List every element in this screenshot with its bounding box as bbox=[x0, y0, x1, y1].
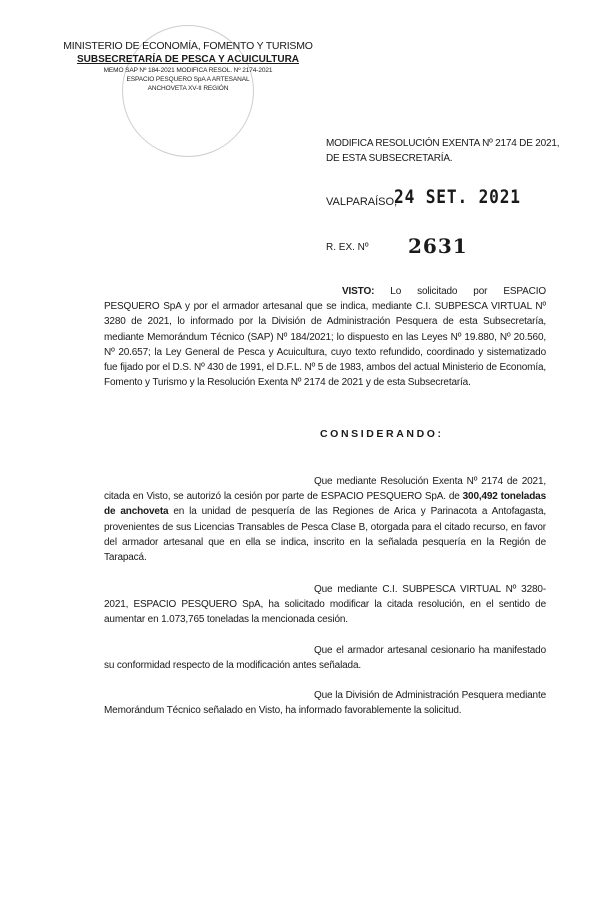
place-label: VALPARAÍSO, bbox=[326, 196, 398, 208]
considerando-1-bold: 300,492 toneladas de anchoveta bbox=[104, 491, 546, 518]
visto-text: Lo solicitado por ESPACIO PESQUERO SpA y por el armador artesanal que se indica, mediante C.I. SUBPESCA VIRTUAL Nº 3280 de 2021, lo informado por la División de Administración Pesquera de esta Subsecretaría, mediante Memorándum Técnico (SAP) Nº 184/2021; lo dispuesto en las Leyes Nº 19.880, Nº 20.560, Nº 20.657; la Ley General de Pesca y Acuicultura, cuyo texto refundido, coordinado y sistematizado fue fijado por el D.S. Nº 430 de 1991, el D.F.L. Nº 5 de 1983, ambos del actual Ministerio de Economía, Fomento y Turismo y la Resolución Exenta Nº 2174 de 2021 y de esta Subsecretaría. bbox=[104, 286, 546, 389]
date-stamp: 24 SET. 2021 bbox=[394, 186, 521, 208]
considerando-1-text: Que mediante Resolución Exenta Nº 2174 de 2021, citada en Visto, se autorizó la cesión por parte de ESPACIO PESQUERO SpA. de bbox=[104, 476, 546, 503]
resolution-title: MODIFICA RESOLUCIÓN EXENTA Nº 2174 DE 2021, DE ESTA SUBSECRETARÍA. bbox=[326, 138, 560, 164]
considerando-1 bbox=[104, 474, 546, 565]
rex-label: R. EX. Nº bbox=[326, 242, 369, 253]
memo-reference-3: ANCHOVETA XV-II REGIÓN bbox=[147, 85, 229, 92]
visto-label: VISTO: bbox=[342, 286, 375, 297]
considerando-heading: CONSIDERANDO: bbox=[320, 428, 444, 440]
document-header bbox=[58, 40, 318, 93]
considerando-3: Que el armador artesanal cesionario ha manifestado su conformidad respecto de la modificación antes señalada. bbox=[104, 645, 546, 672]
subsecretaria-name: SUBSECRETARÍA DE PESCA Y ACUICULTURA bbox=[76, 54, 300, 65]
considerando-2: Que mediante C.I. SUBPESCA VIRTUAL Nº 3280-2021, ESPACIO PESQUERO SpA, ha solicitado modificar la citada resolución, en el sentido de aumentar en 1.073,765 toneladas la mencionada cesión. bbox=[104, 584, 546, 626]
memo-reference-1: MEMO SAP Nº 184-2021 MODIFICA RESOL. Nº 2174-2021 bbox=[103, 67, 273, 74]
visto-paragraph bbox=[104, 284, 546, 390]
considerando-1-text-end: en la unidad de pesquería de las Regiones de Arica y Parinacota a Antofagasta, provenientes de sus Licencias Transables de Pesca Clase B, otorgada para el citado recurso, en favor del armador artesanal que en ella se indica, inscrito en la señalada pesquería en la Región de Tarapacá. bbox=[104, 506, 546, 564]
memo-reference-2: ESPACIO PESQUERO SpA A ARTESANAL bbox=[126, 76, 250, 83]
rex-number: 2631 bbox=[408, 234, 468, 258]
ministry-name: MINISTERIO DE ECONOMÍA, FOMENTO Y TURISMO bbox=[63, 40, 313, 52]
considerando-4: Que la División de Administración Pesquera mediante Memorándum Técnico señalado en Visto, ha informado favorablemente la solicitud. bbox=[104, 690, 546, 717]
